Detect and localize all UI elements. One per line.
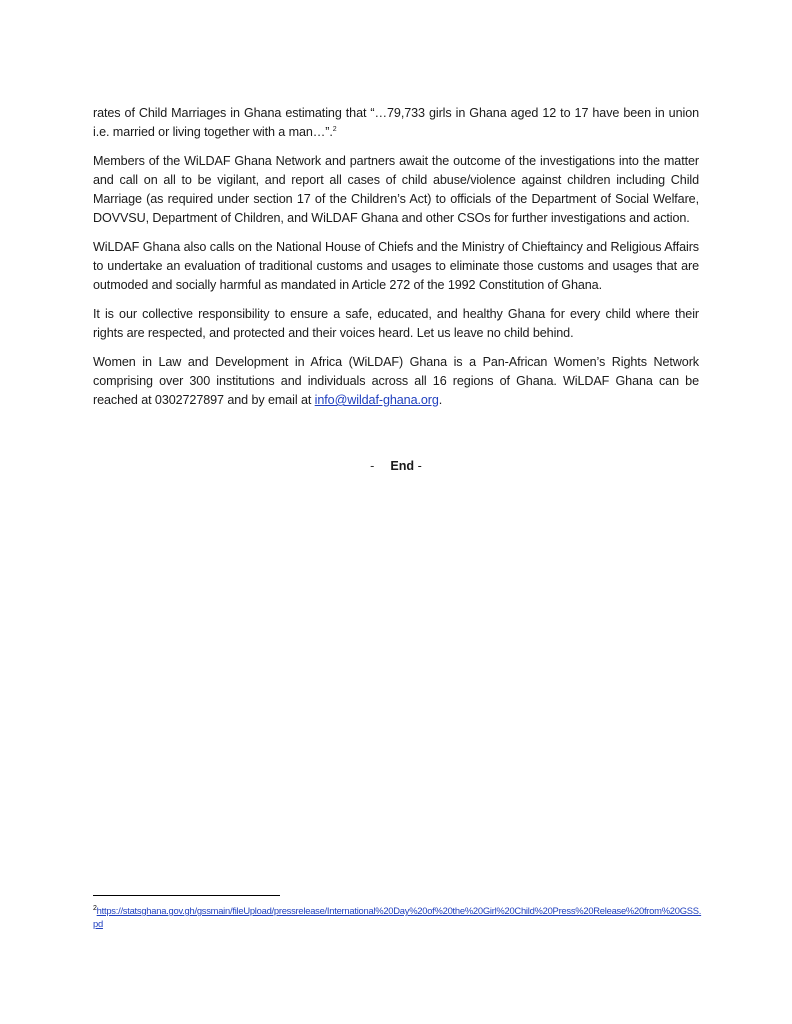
footnote-separator xyxy=(93,895,280,896)
end-marker xyxy=(0,457,792,476)
body-text xyxy=(93,104,699,420)
footnote-number: 2 xyxy=(93,904,97,912)
paragraph-collective-responsibility: It is our collective responsibility to ensure a safe, educated, and healthy Ghana for every child where their rights are respected, and protected and their voices heard. Let us leave no child behind. xyxy=(93,307,699,340)
paragraph-text-end: . xyxy=(438,393,443,407)
end-dash-right: - xyxy=(417,459,422,473)
footnote-reference[interactable]: 2 xyxy=(332,125,337,133)
footnote xyxy=(93,904,703,930)
end-word: End xyxy=(390,459,415,473)
end-dash-left: - xyxy=(370,459,375,473)
email-link[interactable]: info@wildaf-ghana.org xyxy=(314,393,439,407)
paragraph-text: rates of Child Marriages in Ghana estimating that “…79,733 girls in Ghana aged 12 to 17 have been in union i.e. married or living together with a man…”. xyxy=(93,106,699,139)
paragraph-about-wildaf xyxy=(93,353,699,410)
paragraph-chiefs-appeal: WiLDAF Ghana also calls on the National House of Chiefs and the Ministry of Chieftaincy and Religious Affairs to undertake an evaluation of traditional customs and usages to eliminate those customs and usages that are outmoded and socially harmful as mandated in Article 272 of the 1992 Constitution of Ghana. xyxy=(93,240,699,292)
paragraph-child-marriage-stats xyxy=(93,104,699,142)
footnote-link[interactable]: https://statsghana.gov.gh/gssmain/fileUpload/pressrelease/International%20Day%20of%20the%20Girl%20Child%20Press%20Release%20from%20GSS.pd xyxy=(93,905,702,929)
paragraph-network-call: Members of the WiLDAF Ghana Network and partners await the outcome of the investigations into the matter and call on all to be vigilant, and report all cases of child abuse/violence against children including Child Marriage (as required under section 17 of the Children’s Act) to officials of the Department of Social Welfare, DOVVSU, Department of Children, and WiLDAF Ghana and other CSOs for further investigations and action. xyxy=(93,154,699,225)
paragraph-text: Women in Law and Development in Africa (WiLDAF) Ghana is a Pan-African Women’s Rights Network comprising over 300 institutions and individuals across all 16 regions of Ghana. WiLDAF Ghana can be reached at 0302727897 and by email at xyxy=(93,355,699,407)
